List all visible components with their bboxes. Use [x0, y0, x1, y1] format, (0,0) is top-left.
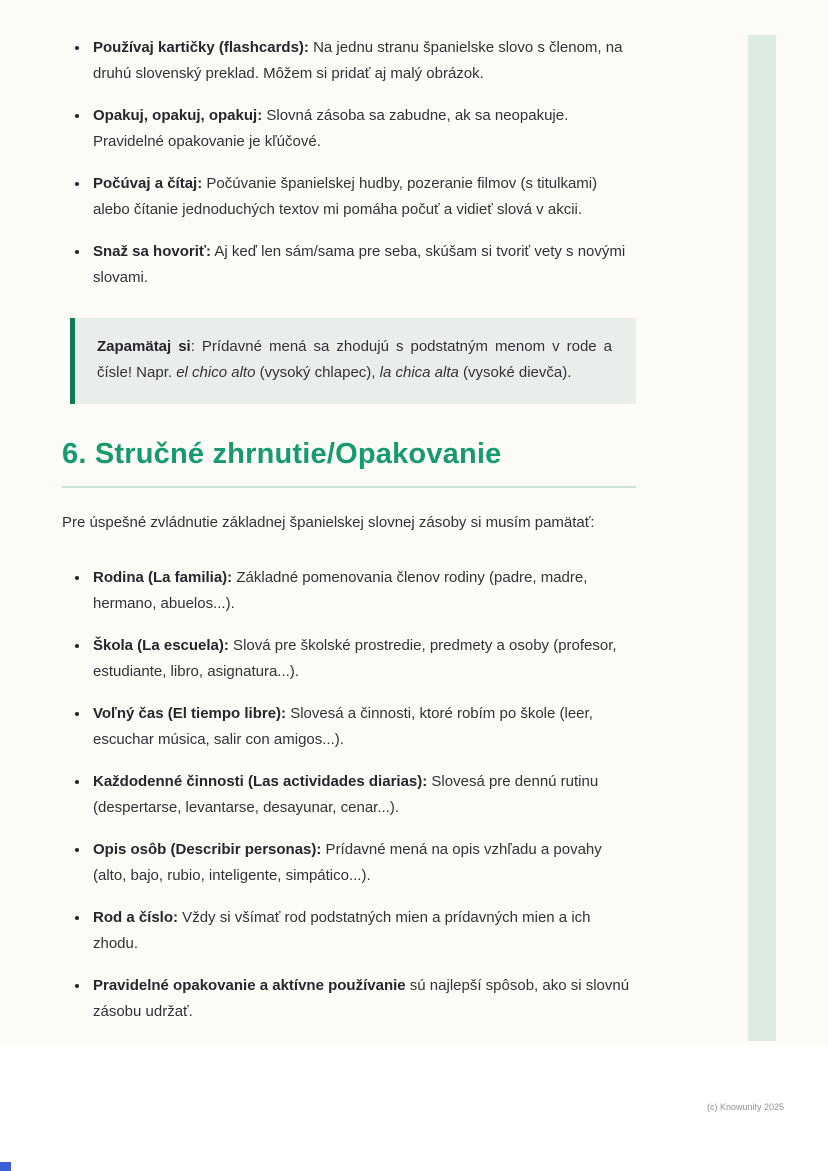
list-item [90, 564, 636, 617]
list-item-text: Na jednu stranu španielske slovo s členom, na druhú slovenský preklad. Môžem si pridať aj malý obrázok. [93, 39, 623, 82]
list-item-text: Prídavné mená na opis vzhľadu a povahy (alto, bajo, rubio, inteligente, simpático...). [93, 841, 602, 884]
list-item-text: Aj keď len sám/sama pre seba, skúšam si tvoriť vety s novými slovami. [93, 243, 626, 286]
list-item-bold-lead: Rodina (La familia): [93, 569, 233, 586]
list-item-bold-lead: Škola (La escuela): [93, 637, 229, 654]
page-content [62, 34, 636, 1040]
list-item [90, 170, 636, 223]
list-item [90, 102, 636, 155]
callout-bold-lead: Zapamätaj si [97, 338, 191, 355]
list-item [90, 904, 636, 957]
list-item [90, 34, 636, 87]
list-item-bold-lead: Opakuj, opakuj, opakuj: [93, 107, 263, 124]
list-item [90, 238, 636, 291]
list-item-text: Vždy si všímať rod podstatných mien a prídavných mien a ich zhodu. [93, 909, 591, 952]
remember-callout [70, 318, 636, 404]
callout-text-3: (vysoké dievča). [458, 364, 572, 381]
list-item [90, 632, 636, 685]
list-item-bold-lead: Používaj kartičky (flashcards): [93, 39, 309, 56]
callout-italic-1: el chico alto [176, 364, 256, 381]
section-intro-paragraph: Pre úspešné zvládnutie základnej španielskej slovnej zásoby si musím pamätať: [62, 514, 595, 531]
section-heading: 6. Stručné zhrnutie/Opakovanie [62, 438, 502, 470]
summary-list [62, 564, 636, 1025]
callout-text-1: : Prídavné mená sa zhodujú s podstatným menom v rode a čísle! Napr. [97, 338, 612, 381]
list-item-text: Slovná zásoba sa zabudne, ak sa neopakuje. Pravidelné opakovanie je kľúčové. [93, 107, 569, 150]
list-item-text: Slovesá a činnosti, ktoré robím po škole (leer, escuchar música, salir con amigos...). [93, 705, 593, 748]
list-item [90, 836, 636, 889]
list-item-bold-lead: Voľný čas (El tiempo libre): [93, 705, 287, 722]
list-item-bold-lead: Počúvaj a čítaj: [93, 175, 203, 192]
list-item-bold-lead: Rod a číslo: [93, 909, 179, 926]
corner-marker [0, 1162, 11, 1171]
callout-italic-2: la chica alta [379, 364, 459, 381]
list-item-text: Slovesá pre dennú rutinu (despertarse, levantarse, desayunar, cenar...). [93, 773, 599, 816]
list-item-text: Počúvanie španielskej hudby, pozeranie filmov (s titulkami) alebo čítanie jednoduchých textov mi pomáha počuť a vidieť slová v akcii. [93, 175, 598, 218]
footer-copyright: (c) Knowunity 2025 [706, 1102, 784, 1112]
callout-text-2: (vysoký chlapec), [255, 364, 380, 381]
list-item-bold-lead: Každodenné činnosti (Las actividades diarias): [93, 773, 428, 790]
list-item-bold-lead: Pravidelné opakovanie a aktívne používanie [93, 977, 406, 994]
heading-divider [62, 486, 636, 488]
tips-list [62, 34, 636, 291]
list-item-text: sú najlepší spôsob, ako si slovnú zásobu udržať. [93, 977, 630, 1020]
list-item-bold-lead: Opis osôb (Describir personas): [93, 841, 322, 858]
list-item-text: Slová pre školské prostredie, predmety a osoby (profesor, estudiante, libro, asignatura...). [93, 637, 617, 680]
decorative-side-strip [748, 35, 776, 1041]
list-item [90, 768, 636, 821]
list-item [90, 700, 636, 753]
summary-section [62, 564, 636, 1025]
list-item [90, 972, 636, 1025]
list-item-text: Základné pomenovania členov rodiny (padre, madre, hermano, abuelos...). [93, 569, 588, 612]
list-item-bold-lead: Snaž sa hovoriť: [93, 243, 212, 260]
